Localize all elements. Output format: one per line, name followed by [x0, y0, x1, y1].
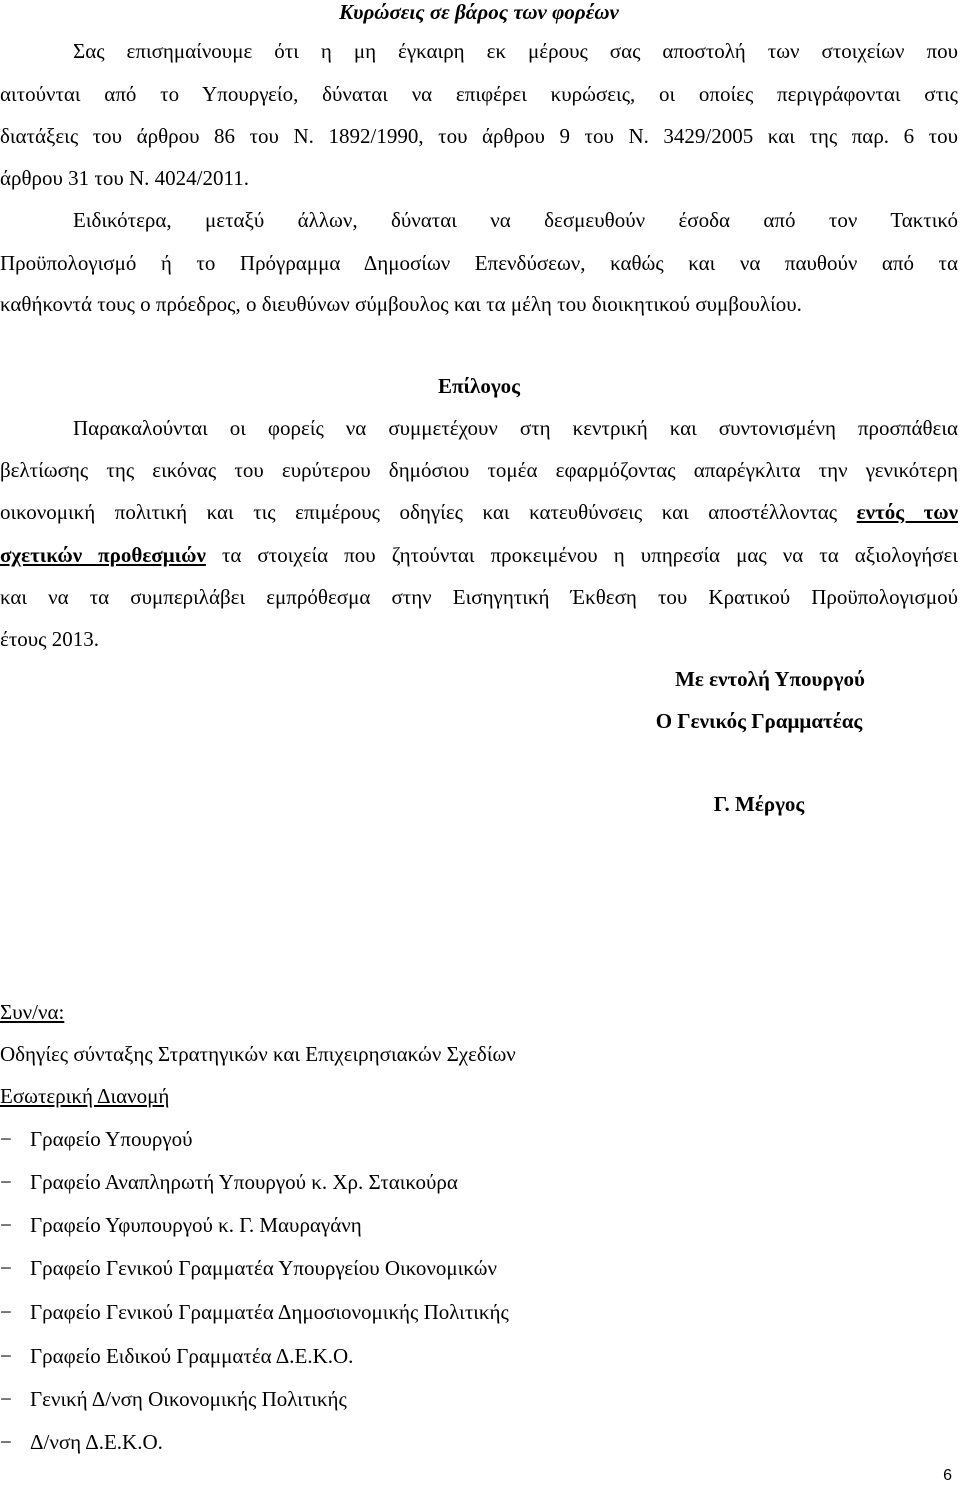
paragraph-line: άρθρου 31 του Ν. 4024/2011. [0, 166, 249, 190]
dash-bullet: − [0, 1256, 12, 1280]
paragraph-line: διατάξεις του άρθρου 86 του Ν. 1892/1990, του άρθρου 9 του Ν. 3429/2005 και της παρ. 6 του [0, 124, 958, 148]
paragraph-line: Σας επισημαίνουμε ότι η μη έγκαιρη εκ μέρους σας αποστολή των στοιχείων που [73, 39, 958, 63]
distribution-item-text: Δ/νση Δ.Ε.Κ.Ο. [30, 1430, 163, 1454]
paragraph-line: βελτίωσης της εικόνας του ευρύτερου δημόσιου τομέα εφαρμόζοντας απαρέγκλιτα την γενικότερη [0, 458, 958, 482]
paragraph-line: Παρακαλούνται οι φορείς να συμμετέχουν στη κεντρική και συντονισμένη προσπάθεια [73, 416, 958, 440]
paragraph-line: αιτούνται από το Υπουργείο, δύναται να επιφέρει κυρώσεις, οι οποίες περιγράφονται στις [0, 82, 958, 106]
distribution-item [0, 1387, 347, 1411]
paragraph-line: και να τα συμπεριλάβει εμπρόθεσμα στην Εισηγητική Έκθεση του Κρατικού Προϋπολογισμού [0, 585, 958, 609]
signature-role: Ο Γενικός Γραμματέας [655, 709, 863, 733]
paragraph-line: έτους 2013. [0, 627, 99, 651]
distribution-item [0, 1213, 362, 1237]
page-number: 6 [943, 1467, 952, 1484]
paragraph-line: Προϋπολογισμό ή το Πρόγραμμα Δημοσίων Επενδύσεων, καθώς και να παυθούν από τα [0, 251, 958, 275]
distribution-item-text: Γραφείο Ειδικού Γραμματέα Δ.Ε.Κ.Ο. [30, 1344, 354, 1368]
distribution-item-text: Γραφείο Υπουργού [30, 1127, 193, 1151]
dash-bullet: − [0, 1127, 12, 1151]
distribution-item [0, 1170, 458, 1194]
dash-bullet: − [0, 1213, 12, 1237]
paragraph-text: τα στοιχεία που ζητούνται προκειμένου η υπηρεσία μας να τα αξιολογήσει [221, 543, 958, 567]
section-heading-epilogue: Επίλογος [437, 374, 521, 398]
distribution-item [0, 1127, 193, 1151]
distribution-item [0, 1344, 353, 1368]
paragraph-line [0, 543, 958, 567]
attachments-label: Συν/να: [0, 1000, 65, 1024]
signature-order: Με εντολή Υπουργού [675, 667, 865, 691]
distribution-item [0, 1300, 509, 1324]
deadline-emphasis: εντός των [856, 500, 959, 524]
paragraph-line: Ειδικότερα, μεταξύ άλλων, δύναται να δεσμευθούν έσοδα από τον Τακτικό [73, 208, 958, 232]
distribution-item-text: Γραφείο Υφυπουργού κ. Γ. Μαυραγάνη [30, 1213, 362, 1237]
distribution-item [0, 1430, 163, 1454]
dash-bullet: − [0, 1300, 12, 1324]
distribution-item-text: Γενική Δ/νση Οικονομικής Πολιτικής [30, 1387, 347, 1411]
dash-bullet: − [0, 1430, 12, 1454]
dash-bullet: − [0, 1170, 12, 1194]
signature-name: Γ. Μέργος [713, 792, 805, 816]
dash-bullet: − [0, 1387, 12, 1411]
paragraph-line [0, 500, 958, 524]
dash-bullet: − [0, 1344, 12, 1368]
distribution-item-text: Γραφείο Γενικού Γραμματέα Υπουργείου Οικονομικών [30, 1256, 497, 1280]
distribution-label: Εσωτερική Διανομή [0, 1084, 170, 1108]
attachment-item: Οδηγίες σύνταξης Στρατηγικών και Επιχειρησιακών Σχεδίων [0, 1042, 516, 1066]
deadline-emphasis: σχετικών προθεσμιών [0, 543, 206, 567]
paragraph-text: οικονομική πολιτική και τις επιμέρους οδηγίες και κατευθύνσεις και αποστέλλοντας [0, 500, 838, 524]
distribution-item-text: Γραφείο Γενικού Γραμματέα Δημοσιονομικής Πολιτικής [30, 1300, 509, 1324]
paragraph-line: καθήκοντά τους ο πρόεδρος, ο διευθύνων σύμβουλος και τα μέλη του διοικητικού συμβουλίου. [0, 292, 802, 316]
distribution-item [0, 1256, 497, 1280]
section-heading-sanctions: Κυρώσεις σε βάρος των φορέων [339, 0, 619, 24]
distribution-item-text: Γραφείο Αναπληρωτή Υπουργού κ. Χρ. Σταικούρα [30, 1170, 458, 1194]
